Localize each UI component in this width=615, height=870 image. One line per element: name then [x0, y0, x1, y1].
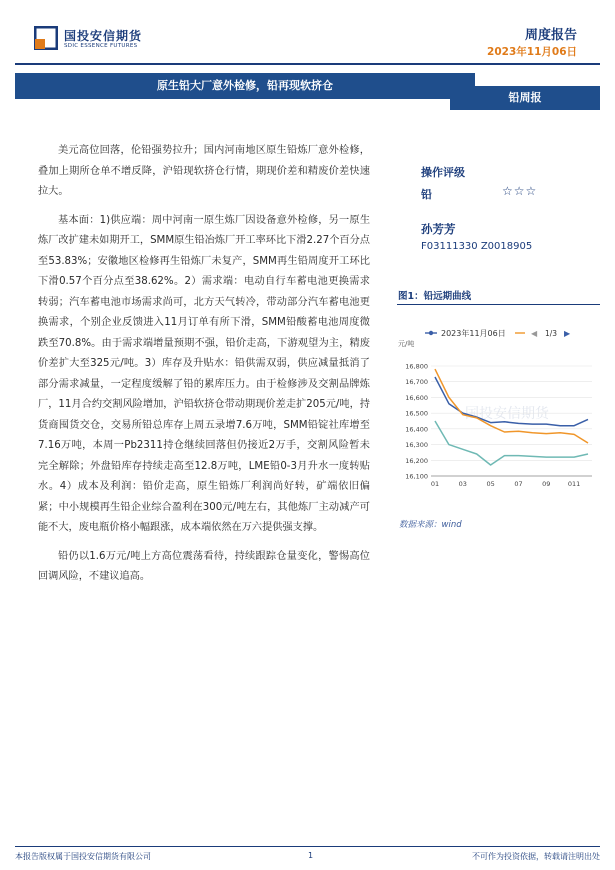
body-paragraph: 铅仍以1.6万元/吨上方高位震荡看待，持续跟踪仓量变化，警惕高位回调风险，不建议追高。 [38, 550, 370, 582]
x-tick-label: 01 [430, 480, 440, 488]
y-tick-label: 16,400 [405, 425, 428, 434]
y-tick-label: 16,800 [405, 362, 428, 371]
y-tick-label: 16,700 [405, 378, 428, 387]
y-tick-label: 16,200 [405, 456, 428, 465]
y-tick-label: 16,600 [405, 393, 428, 402]
company-name-en: SDIC ESSENCE FUTURES [64, 43, 138, 49]
chart-watermark: 国投安信期货 [465, 406, 549, 422]
report-title: 原生铅大厂意外检修，铅再现软挤仓 [157, 79, 333, 92]
rating-item: 铅 [421, 188, 432, 201]
x-tick-label: 03 [458, 480, 467, 488]
data-source: 数据来源：wind [399, 520, 462, 530]
footer-divider [15, 846, 600, 847]
x-tick-label: 011 [567, 480, 581, 488]
y-tick-label: 16,500 [405, 409, 428, 418]
pager-prev-icon[interactable]: ◀ [531, 329, 538, 338]
company-name: 国投安信期货 [64, 29, 143, 43]
page-number: 1 [308, 851, 314, 860]
forward-curve-chart [397, 318, 600, 498]
rating-stars-icon: ☆☆☆ [502, 184, 538, 198]
report-type: 周度报告 [524, 28, 577, 43]
report-date: 2023年11月06日 [487, 46, 577, 58]
series-line-2 [435, 421, 588, 465]
rating-title: 操作评级 [421, 166, 465, 179]
report-body [38, 141, 370, 588]
pager-next-icon[interactable]: ▶ [564, 329, 571, 338]
body-paragraph: 美元高位回落，伦铅强势拉升；国内河南地区原生铅炼厂意外检修，叠加上期所仓单不增反降，沪铅现软挤仓行情，期现价差和精废价差快速拉大。 [38, 145, 370, 197]
body-paragraph: 基本面：1)供应端：周中河南一原生炼厂因设备意外检修，另一原生炼厂改扩建未如期开工，SMM原生铅冶炼厂开工率环比下滑2.27个百分点至53.83%；安徽地区检修再生铅炼厂未复产，SMM再生铅周度开工环比下滑0.57个百分点至38.62%。2）需求端：电动自行车蓄电池更换需求转弱；汽车蓄电池市场需求尚可，北方天气转冷，带动部分汽车蓄电池更换需求，个别企业反馈进入11月订单有所下滑，SMM铅酸蓄电池周度微跌至70.8%。由于需求端增量预期不强，铅价走高，下游观望为主，精废价差扩大至325元/吨。3）库存及升贴水：铅供需双弱，供应减量抵消了部分需求减量，一定程度缓解了铅的累库压力。由于检修涉及交割品牌炼厂，11月合约交割风险增加，沪铅软挤仓带动期现价差走扩205元/吨，持货商囤货交仓，交易所铅总库存上周五录增7.6万吨，SMM铅锭社库增至7.16万吨，本周一Pb2311持仓继续回落但仍接近2万手，交割风险暂未完全解除；外盘铅库存持续走高至12.8万吨，LME铅0-3月升水一度转贴水。4）成本及利润：铅价走高，原生铅炼厂利润尚好转，矿端依旧偏紧；中小规模再生铅企业综合盈利在300元/吨左右，其他炼厂主动减产可能不大，废电瓶价格小幅跟涨，成本端依然在万六提供强支撑。 [38, 214, 370, 533]
x-tick-label: 05 [486, 480, 495, 488]
y-tick-label: 16,300 [405, 441, 428, 450]
analyst-name: 孙芳芳 [421, 222, 456, 236]
analyst-license: F03111330 Z0018905 [421, 241, 533, 252]
legend-date: 2023年11月06日 [441, 329, 506, 338]
y-axis-unit: 元/吨 [398, 340, 415, 348]
report-tag: 铅周报 [508, 91, 542, 104]
x-tick-label: 07 [514, 480, 523, 488]
figure-divider [397, 304, 600, 305]
chart-pager: 1/3 [545, 329, 558, 338]
header-divider [15, 63, 600, 65]
figure-title: 图1：铅远期曲线 [398, 291, 472, 302]
x-tick-label: 09 [542, 480, 551, 488]
company-logo-icon [34, 26, 58, 50]
footer-disclaimer: 不可作为投资依据，转载请注明出处 [472, 852, 600, 861]
footer-copyright: 本报告版权属于国投安信期货有限公司 [15, 852, 151, 861]
y-tick-label: 16,100 [405, 472, 428, 481]
